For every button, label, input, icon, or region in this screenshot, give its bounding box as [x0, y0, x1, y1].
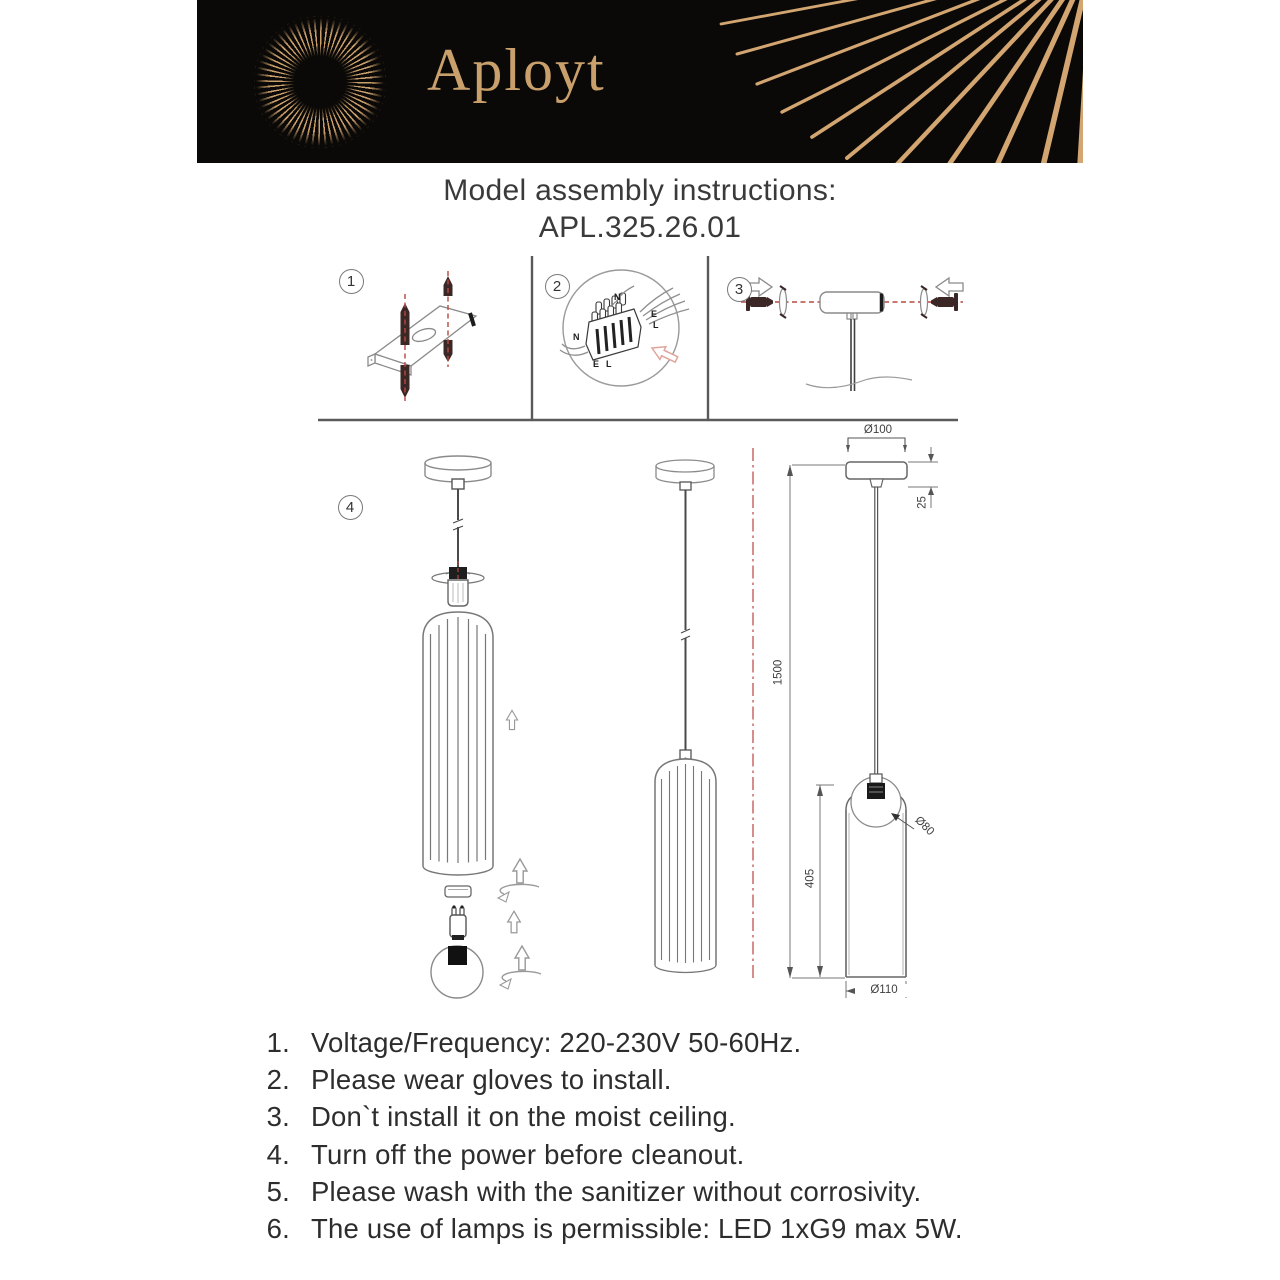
- assembled-pendant: [655, 460, 716, 973]
- dim-suspension-length: 1500: [772, 659, 785, 686]
- instruction-number: 2.: [266, 1064, 290, 1096]
- step4-and-dimension-diagram: [0, 430, 1280, 1015]
- dim-shade-diameter: Ø110: [855, 984, 913, 997]
- instruction-item-3: [250, 1098, 1060, 1135]
- fluted-shade: [423, 612, 493, 875]
- instruction-item-5: [250, 1173, 1060, 1210]
- dim-canopy-diameter: Ø100: [863, 424, 893, 436]
- dim-shade-height: 405: [804, 868, 817, 889]
- instruction-text: Turn off the power before cleanout.: [311, 1138, 745, 1170]
- step-badge-3: 3: [727, 277, 752, 302]
- wire-label-n-left: N: [573, 332, 580, 342]
- insert-direction-arrow: [649, 342, 679, 366]
- instruction-text: Please wear gloves to install.: [311, 1064, 672, 1096]
- dim-ball-diameter: Ø80: [912, 814, 937, 839]
- step3-canopy-fixing: [741, 278, 963, 391]
- step2-wiring-detail: [560, 270, 689, 386]
- instruction-item-1: [250, 1024, 1060, 1061]
- instruction-item-2: [250, 1061, 1060, 1098]
- wire-label-e-right: E: [651, 309, 658, 319]
- wire-label-l-right: L: [653, 320, 659, 330]
- canopy: [656, 460, 714, 483]
- assembly-motion-arrows: [498, 710, 541, 989]
- lamp-socket: [448, 580, 468, 606]
- exploded-view: [423, 456, 541, 998]
- wire-label-n-top: N: [614, 292, 621, 302]
- canopy: [425, 456, 491, 482]
- instruction-list: [250, 1024, 1060, 1247]
- instruction-item-6: [250, 1210, 1060, 1247]
- step-badge-2: 2: [545, 274, 570, 299]
- wire-label-l-bottom: L: [606, 359, 612, 369]
- suspension-cord: [851, 319, 855, 391]
- sunburst-logo-icon: [254, 16, 386, 148]
- instruction-number: 4.: [266, 1138, 290, 1170]
- brand-banner: [197, 0, 1083, 163]
- step-badge-4: 4: [338, 495, 363, 520]
- page-title: [0, 172, 1280, 246]
- brand-name: Aployt: [427, 37, 606, 103]
- dimension-drawing: [787, 438, 938, 998]
- cord-grip: [452, 479, 464, 489]
- step1-mounting-bracket: [368, 271, 476, 403]
- instruction-text: The use of lamps is permissible: LED 1xG9 max 5W.: [311, 1213, 963, 1245]
- instruction-text: Please wash with the sanitizer without corrosivity.: [311, 1175, 922, 1207]
- title-model-code: APL.325.26.01: [538, 211, 742, 244]
- g9-bulb: [450, 905, 466, 940]
- retainer-ring: [445, 886, 471, 897]
- instruction-text: Voltage/Frequency: 220-230V 50-60Hz.: [311, 1027, 802, 1058]
- wire-label-e-bottom: E: [593, 359, 600, 369]
- instruction-number: 1.: [266, 1027, 290, 1058]
- dim-canopy-height: 25: [916, 496, 929, 509]
- instruction-item-4: [250, 1136, 1060, 1173]
- glass-ball: [431, 946, 483, 998]
- instruction-text: Don`t install it on the moist ceiling.: [311, 1101, 736, 1133]
- steps-1-3-diagram: [0, 250, 1280, 430]
- instruction-number: 5.: [266, 1175, 290, 1207]
- ceiling-canopy: [820, 292, 884, 319]
- title-heading: Model assembly instructions:: [443, 174, 837, 207]
- step-badge-1: 1: [339, 269, 364, 294]
- instruction-number: 3.: [266, 1101, 290, 1133]
- ray-decoration: [653, 0, 1083, 163]
- instruction-number: 6.: [266, 1213, 290, 1245]
- fluted-shade: [655, 759, 716, 973]
- ceiling-wavy-line: [806, 377, 912, 388]
